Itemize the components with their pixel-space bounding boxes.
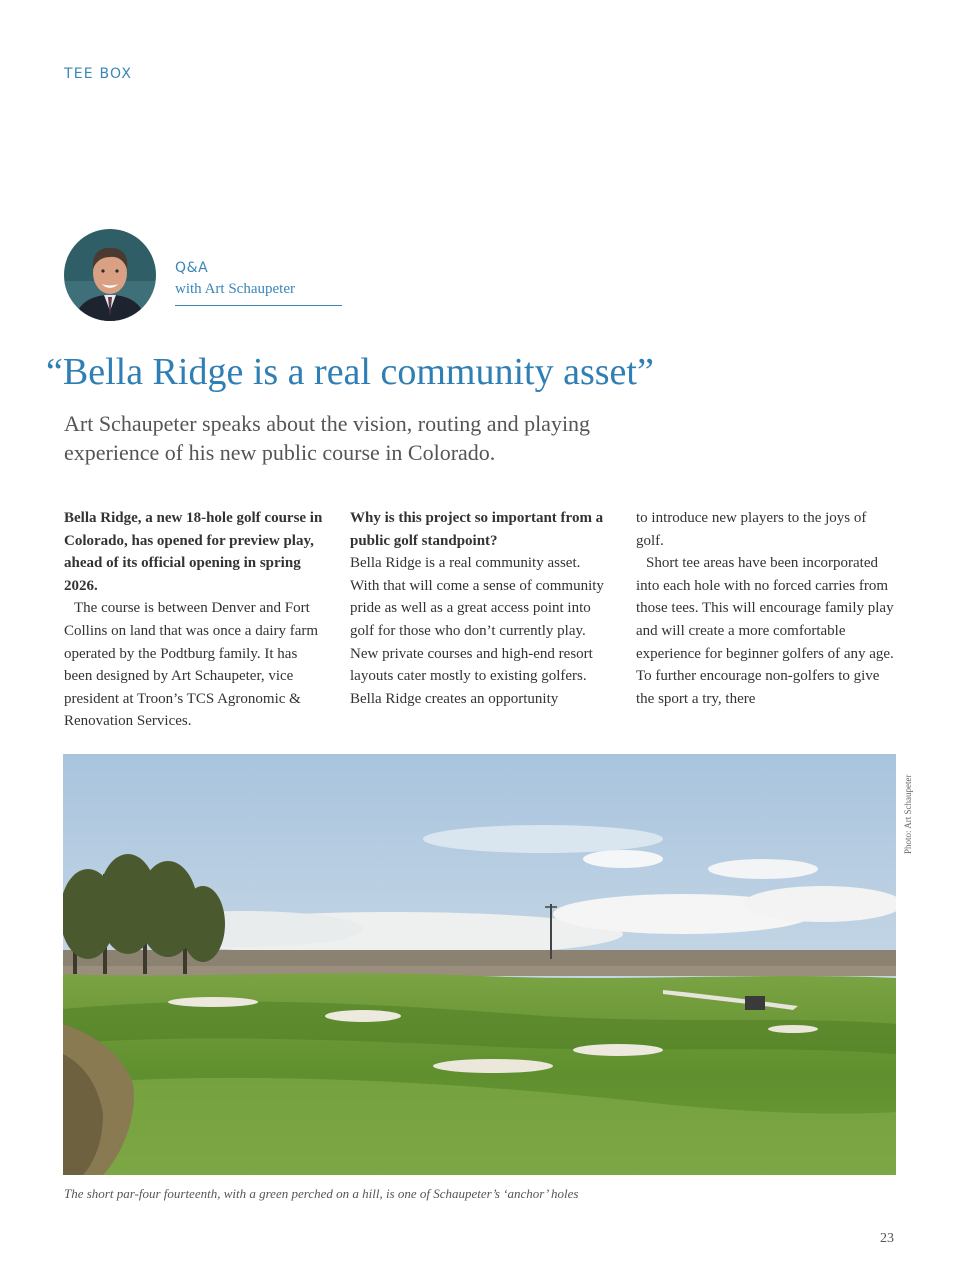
headline: “Bella Ridge is a real community asset” xyxy=(46,351,654,393)
lead-paragraph: Bella Ridge, a new 18-hole golf course in Colorado, has opened for preview play, ahead of its official opening in spring 2026. xyxy=(64,510,323,594)
author-avatar xyxy=(64,229,156,321)
section-label: TEE BOX xyxy=(64,66,133,82)
page-number: 23 xyxy=(880,1231,894,1246)
body-column-3 xyxy=(636,507,898,710)
body-paragraph: The course is between Denver and Fort Collins on land that was once a dairy farm operated by the Podtburg family. It has been designed by Art Schaupeter, vice president at Troon’s TCS Agronomic & Renovation Services. xyxy=(64,600,319,730)
standfirst: Art Schaupeter speaks about the vision, routing and playing experience of his new public course in Colorado. xyxy=(64,411,591,465)
body-paragraph-continued: to introduce new players to the joys of golf. xyxy=(636,510,867,549)
qa-byline xyxy=(175,259,342,306)
qa-label: Q&A xyxy=(175,260,209,276)
photo-credit xyxy=(903,754,917,854)
interview-question: Why is this project so important from a public golf standpoint? xyxy=(350,510,604,549)
body-column-1 xyxy=(64,507,326,733)
interview-answer: Bella Ridge is a real community asset. With that will come a sense of community pride as well as a great access point into golf for those who don’t currently play. New private courses and high-end resort layouts cater mostly to existing golfers. Bella Ridge creates an opportunity xyxy=(350,555,604,707)
body-paragraph: Short tee areas have been incorporated into each hole with no forced carries from those tees. This will encourage family play and will create a more comfortable experience for beginner golfers of any age. To further encourage non-golfers to give the sport a try, there xyxy=(636,555,894,707)
qa-interviewee: with Art Schaupeter xyxy=(175,281,295,297)
body-column-2 xyxy=(350,507,612,710)
golf-course-photo xyxy=(63,754,896,1175)
photo-credit-text: Photo: Art Schaupeter xyxy=(903,774,913,854)
photo-caption: The short par-four fourteenth, with a green perched on a hill, is one of Schaupeter’s ‘anchor’ holes xyxy=(64,1186,579,1201)
